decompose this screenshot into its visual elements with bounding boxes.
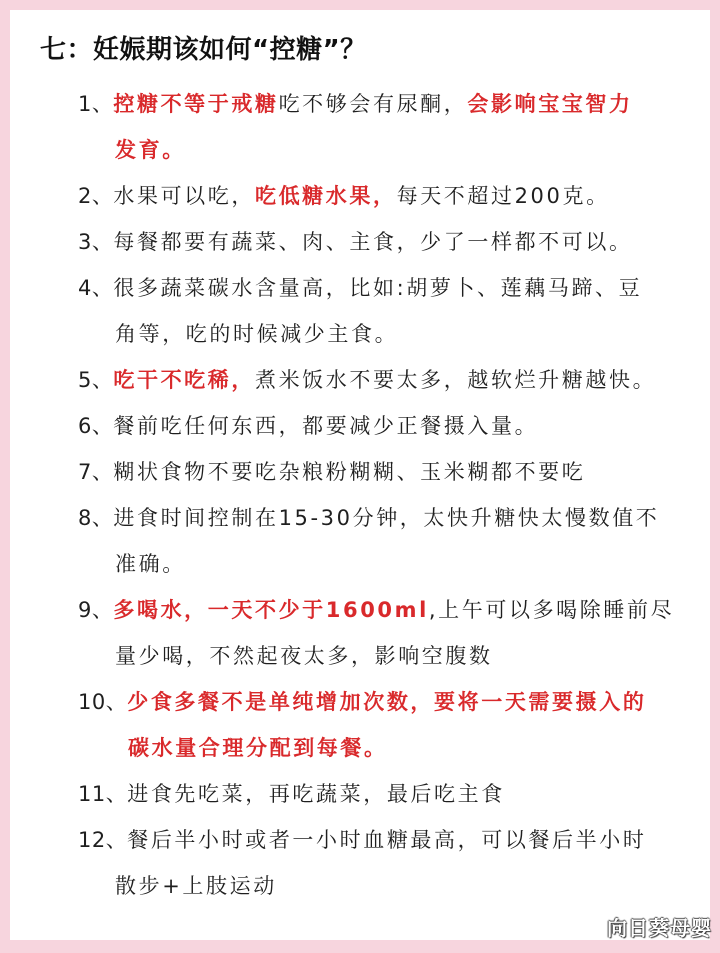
item-line (0, 127, 720, 173)
item-line (0, 817, 720, 863)
tip-text: 糊状食物不要吃杂粮粉糊糊、玉米糊都不要吃 (113, 460, 586, 484)
item-line (0, 219, 720, 265)
tip-highlight: 少食多餐不是单纯增加次数，要将一天需要摄入的 (127, 690, 647, 714)
item-line (0, 587, 720, 633)
item-line (0, 357, 720, 403)
item-number: 8、 (78, 506, 114, 530)
list-item (0, 771, 720, 817)
tip-text: 准确。 (115, 552, 186, 576)
item-number: 12、 (78, 828, 128, 852)
item-line (0, 725, 720, 771)
tip-text: 量少喝，不然起夜太多，影响空腹数 (115, 644, 493, 668)
tip-text: 每天不超过200克。 (396, 184, 610, 208)
item-number: 6、 (78, 414, 114, 438)
item-line (0, 449, 720, 495)
tip-highlight: 发育。 (115, 138, 186, 162)
item-line (0, 633, 720, 679)
item-line (0, 771, 720, 817)
item-line (0, 265, 720, 311)
watermark: 向日葵母婴 (607, 916, 712, 940)
item-line (0, 173, 720, 219)
item-number: 11、 (78, 782, 128, 806)
list-item (0, 495, 720, 587)
list-item (0, 587, 720, 679)
item-number: 4、 (78, 276, 114, 300)
tip-text: 每餐都要有蔬菜、肉、主食，少了一样都不可以。 (113, 230, 633, 254)
tip-text: 餐后半小时或者一小时血糖最高，可以餐后半小时 (127, 828, 647, 852)
item-number: 5、 (78, 368, 114, 392)
item-line (0, 81, 720, 127)
tip-text: 进食时间控制在15-30分钟，太快升糖快太慢数值不 (113, 506, 660, 530)
list-item (0, 449, 720, 495)
list-item (0, 219, 720, 265)
tip-highlight: 吃干不吃稀， (113, 368, 255, 392)
list-item (0, 81, 720, 173)
item-number: 1、 (78, 92, 114, 116)
page-title: 七：妊娠期该如何“控糖”？ (40, 35, 367, 65)
item-number: 3、 (78, 230, 114, 254)
tip-highlight: 多喝水，一天不少于1600ml (113, 598, 429, 622)
tip-highlight: 会影响宝宝智力 (467, 92, 633, 116)
list-item (0, 679, 720, 771)
item-line (0, 311, 720, 357)
item-number: 7、 (78, 460, 114, 484)
list-item (0, 403, 720, 449)
item-number: 10、 (78, 690, 128, 714)
tip-text: 很多蔬菜碳水含量高，比如:胡萝卜、莲藕马蹄、豆 (113, 276, 643, 300)
item-line (0, 495, 720, 541)
item-number: 2、 (78, 184, 114, 208)
tips-list (0, 81, 720, 909)
tip-highlight: 吃低糖水果， (254, 184, 397, 208)
tip-text: 餐前吃任何东西，都要减少正餐摄入量。 (113, 414, 539, 438)
tip-text: ,上午可以多喝除睡前尽 (428, 598, 675, 622)
item-line (0, 863, 720, 909)
item-line (0, 403, 720, 449)
tip-text: 进食先吃菜，再吃蔬菜，最后吃主食 (127, 782, 505, 806)
tip-highlight: 控糖不等于戒糖 (113, 92, 279, 116)
tip-text: 角等，吃的时候减少主食。 (115, 322, 399, 346)
list-item (0, 265, 720, 357)
item-line (0, 541, 720, 587)
tip-text: 水果可以吃， (113, 184, 255, 208)
list-item (0, 173, 720, 219)
item-number: 9、 (78, 598, 114, 622)
tip-highlight: 碳水量合理分配到每餐。 (128, 736, 388, 760)
tip-text: 吃不够会有尿酮， (278, 92, 468, 116)
list-item (0, 357, 720, 403)
list-item (0, 817, 720, 909)
item-line (0, 679, 720, 725)
tip-text: 煮米饭水不要太多，越软烂升糖越快。 (254, 368, 657, 392)
tip-text: 散步+上肢运动 (115, 874, 277, 898)
